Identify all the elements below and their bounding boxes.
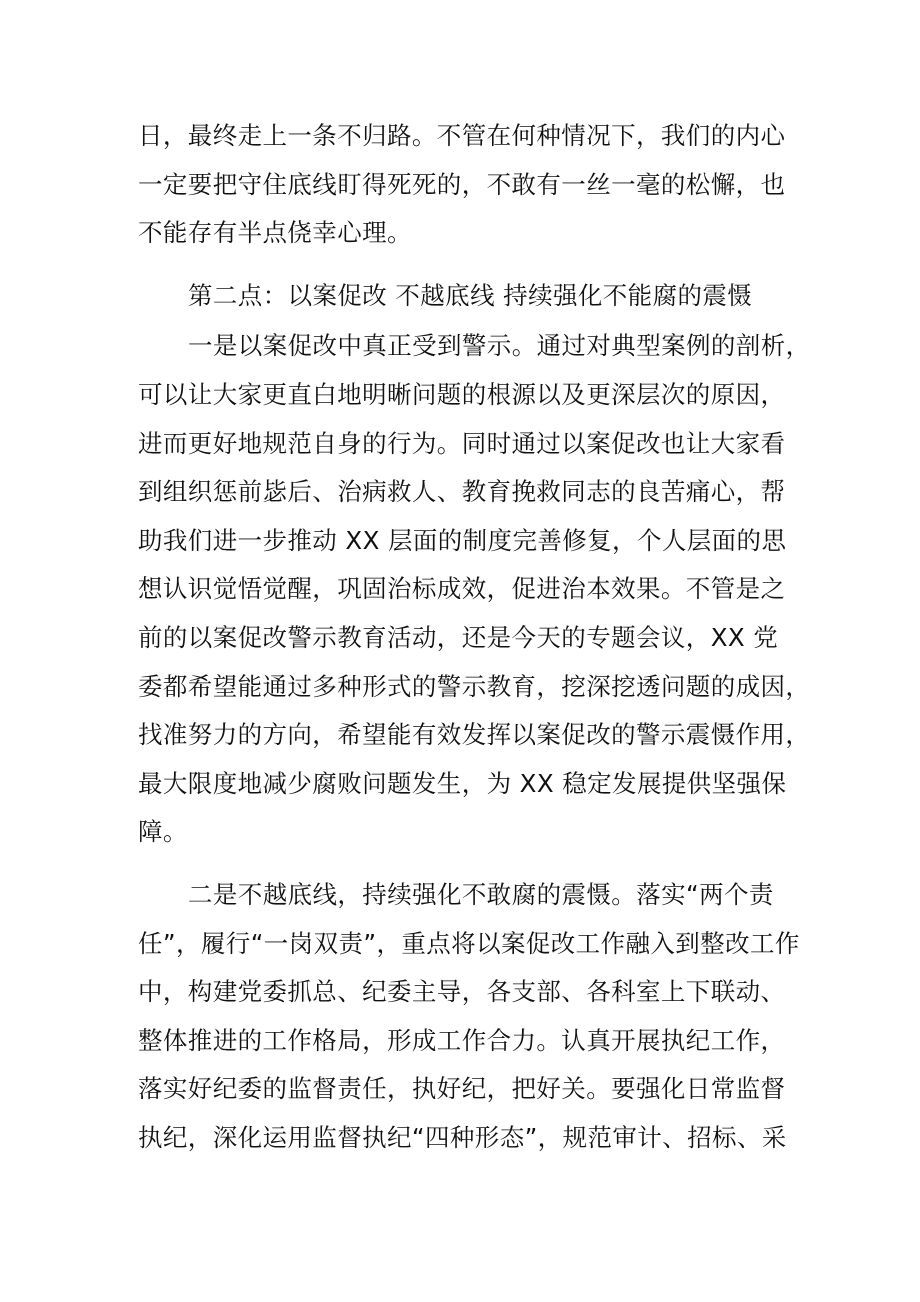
text-line: 障。	[138, 817, 188, 847]
text-line: 整体推进的工作格局，形成工作合力。认真开展执纪工作，	[138, 1025, 786, 1055]
paragraph-spacer	[138, 258, 788, 272]
text-line: 一是以案促改中真正受到警示。通过对典型案例的剖析，	[188, 331, 811, 361]
text-line: 委都希望能通过多种形式的警示教育，挖深挖透问题的成因，	[138, 671, 811, 701]
text-line: 执纪，深化运用监督执纪“四种形态”，规范审计、招标、采	[138, 1122, 787, 1152]
text-line: 最大限度地减少腐败问题发生，为 XX 稳定发展提供坚强保	[138, 768, 787, 798]
text-line: 想认识觉悟觉醒，巩固治标成效，促进治本效果。不管是之	[138, 574, 786, 604]
text-line: 前的以案促改警示教育活动，还是今天的专题会议，XX 党	[138, 622, 779, 652]
text-line: 到组织惩前毖后、治病救人、教育挽救同志的良苦痛心，帮	[138, 477, 786, 507]
text-line: 不能存有半点侥幸心理。	[138, 218, 412, 248]
text-line: 进而更好地规范自身的行为。同时通过以案促改也让大家看	[138, 428, 786, 458]
text-line: 中，构建党委抓总、纪委主导，各支部、各科室上下联动、	[138, 977, 786, 1007]
text-line: 落实好纪委的监督责任，执好纪，把好关。要强化日常监督	[138, 1074, 786, 1104]
paragraph-spacer	[138, 857, 788, 871]
paragraph-second	[138, 871, 800, 1163]
text-line: 一定要把守住底线盯得死死的，不敢有一丝一毫的松懈，也	[138, 169, 786, 199]
text-line: 任”，履行“一岗双责”，重点将以案促改工作融入到整改工作	[138, 928, 800, 958]
heading-line: 第二点：以案促改 不越底线 持续强化不能腐的震慑	[188, 280, 753, 310]
section-heading	[138, 272, 788, 321]
text-line: 日，最终走上一条不归路。不管在何种情况下，我们的内心	[138, 121, 786, 150]
document-body	[138, 112, 811, 1162]
text-line: 助我们进一步推动 XX 层面的制度完善修复，个人层面的思	[138, 525, 787, 555]
paragraph-first	[138, 322, 811, 857]
text-line: 找准努力的方向，希望能有效发挥以案促改的警示震慑作用，	[138, 720, 811, 750]
text-line: 可以让大家更直白地明晰问题的根源以及更深层次的原因，	[138, 379, 786, 409]
paragraph-continuation	[138, 112, 788, 258]
text-line: 二是不越底线，持续强化不敢腐的震慑。落实“两个责	[188, 879, 774, 909]
